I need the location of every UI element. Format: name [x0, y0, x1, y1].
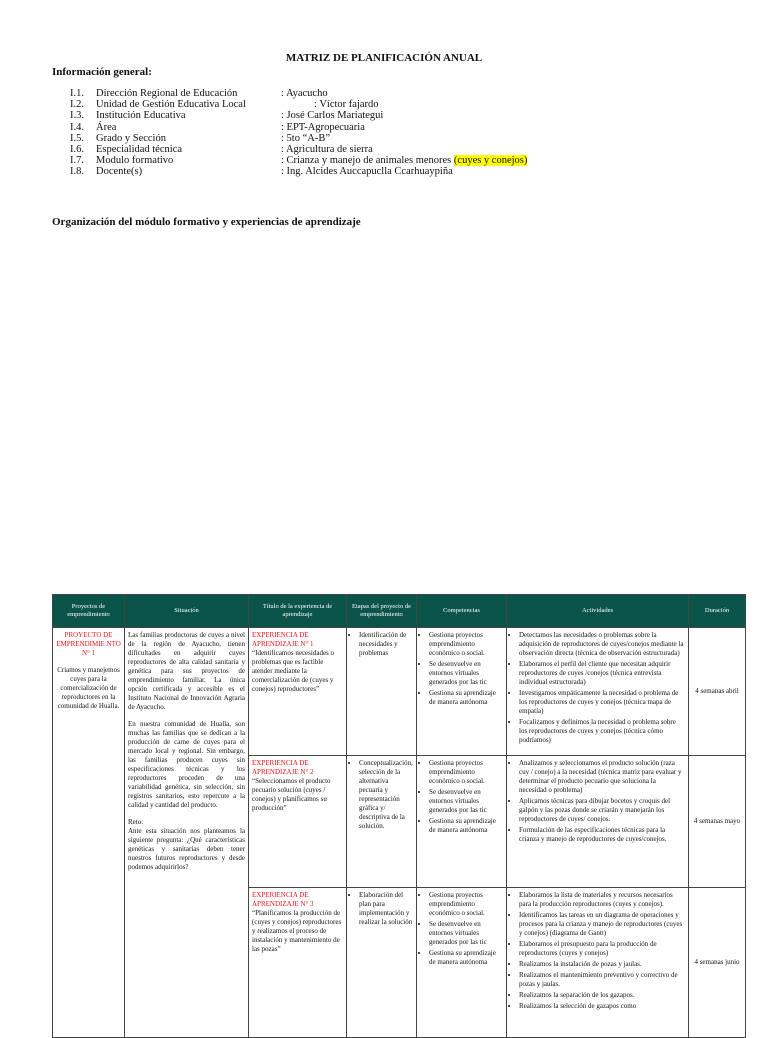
competency-item: • Se desenvuelve en entornos virtuales generados por las tic [429, 660, 503, 687]
competency-item: • Gestiona proyectos emprendimiento económico o social. [429, 631, 503, 658]
info-row [70, 99, 670, 110]
info-number: I.6. [70, 143, 84, 155]
organization-heading: Organización del módulo formativo y experiencias de aprendizaje [52, 216, 361, 228]
activities-cell [507, 628, 689, 756]
project-title: PROYECTO DE EMPRENDIMIE NTO N° 1 [56, 631, 121, 657]
experience-cell [249, 756, 347, 888]
info-row [70, 144, 670, 155]
stage-item: • Identificación de necesidades y problemas [359, 631, 413, 658]
info-value: : 5to “A-B” [281, 132, 330, 144]
activity-item: • Aplicamos técnicas para dibujar bocetos y croquis del galpón y las pozas donde se criarán y manejarán los reproductores de cuyes/ conejos. [519, 797, 685, 824]
info-label: Unidad de Gestión Educativa Local [96, 99, 246, 111]
column-header: Proyectos de emprendimiento [53, 595, 125, 628]
info-value: : Ayacucho [281, 88, 328, 99]
info-number: I.3. [70, 110, 84, 122]
column-header: Etapas del proyecto de emprendimiento [347, 595, 417, 628]
stage-cell [347, 756, 417, 888]
info-label: Dirección Regional de Educación [96, 88, 238, 99]
info-number: I.4. [70, 121, 84, 133]
table-row [53, 628, 746, 756]
activity-item: • Identificamos las tareas en un diagrama de operaciones y procesos para la crianza y manejo de reproductores (cuyes y conejos) (diagrama de Gantt) [519, 911, 685, 938]
experience-description: “Identificamos necesidades o problemas que es factible atender mediante la comercialización de (cuyes y conejos) reproductores” [252, 649, 335, 693]
info-label: Institución Educativa [96, 110, 186, 122]
duration-cell: 4 semanas mayo [689, 756, 746, 888]
competency-item: • Se desenvuelve en entornos virtuales generados por las tic [429, 920, 503, 947]
activity-item: • Elaboramos el presupuesto para la producción de reproductores (cuyes y conejos) [519, 940, 685, 958]
info-row [70, 110, 670, 121]
experience-title: EXPERIENCIA DE APRENDIZAJE N° 2 [252, 759, 314, 776]
activity-item: • Realizamos el mantenimiento preventivo y correctivo de pozas y jaulas. [519, 971, 685, 989]
info-row [70, 122, 670, 133]
planning-table [52, 594, 746, 1038]
competency-item: • Gestiona su aprendizaje de manera autónoma [429, 689, 503, 707]
info-label: Modulo formativo [96, 155, 174, 167]
column-header: Situación [125, 595, 249, 628]
situation-paragraph: Las familias productoras de cuyes a nivel de la región de Ayacucho, tienen dificultades en adquirir cuyes reproductores de alta calidad sanitaria y genética para sus proyectos de emprendimiento familiar. La única opción certificada y accesible es el Instituto Nacional de Innovación Agraria de Ayacucho. [128, 631, 245, 711]
document-title: MATRIZ DE PLANIFICACIÓN ANUAL [285, 52, 483, 64]
competency-item: • Gestiona su aprendizaje de manera autónoma [429, 817, 503, 835]
highlighted-text: (cuyes y conejos) [453, 155, 528, 167]
activity-item: • Investigamos empáticamente la necesidad o problema de los reproductores de cuyes y conejos (técnica mapa de empatía) [519, 689, 685, 716]
stage-cell [347, 628, 417, 756]
stage-item: • Elaboración del plan para implementación y realizar la solución [359, 891, 413, 927]
info-row [70, 133, 670, 144]
column-header: Título de la experiencia de aprendizaje [249, 595, 347, 628]
project-cell [53, 628, 125, 1038]
general-info-heading: Información general: [52, 66, 152, 78]
column-header: Competencias [417, 595, 507, 628]
activity-item: • Elaboramos la lista de materiales y recursos necesarios para la producción reproductores (cuyes y conejos). [519, 891, 685, 909]
competency-item: • Gestiona proyectos emprendimiento económico o social. [429, 891, 503, 918]
info-value: : José Carlos Mariategui [281, 110, 384, 122]
competency-cell [417, 756, 507, 888]
situation-paragraph: Ante esta situación nos planteamos la siguiente pregunta: ¿Qué características genéticas y sanitarias deben tener nuestros futuros reproductores y desde podemos adquirirlos? [128, 827, 245, 871]
activity-item: • Realizamos la selección de gazapos como [519, 1002, 685, 1011]
experience-description: “Planificamos la producción de (cuyes y conejos) reproductores y realizamos el proceso de instalación y mantenimiento de las pozas” [252, 909, 342, 953]
info-row [70, 166, 670, 177]
situation-paragraph: Reto: [128, 818, 144, 826]
experience-cell [249, 628, 347, 756]
info-value-text: : Crianza y manejo de animales menores [281, 155, 452, 167]
competency-item: • Gestiona proyectos emprendimiento económico o social. [429, 759, 503, 786]
info-row [70, 88, 670, 99]
info-number: I.2. [70, 99, 84, 111]
info-number: I.8. [70, 166, 84, 178]
experience-cell [249, 888, 347, 1038]
activities-cell [507, 888, 689, 1038]
info-number: I.5. [70, 132, 84, 144]
activities-cell [507, 756, 689, 888]
activity-item: • Realizamos la instalación de pozas y jaulas. [519, 960, 685, 969]
info-number: I.1. [70, 88, 84, 99]
situation-paragraph: En nuestra comunidad de Hualla, son muchas las familias que se dedican a la producción de carne de cuyes para el mercado local y regional. Sin embargo, las familias producen cuyes sin especificaciones técnicas y los reproductores proceden de una variabilidad genética, sin selección, sin registros sanitarios, esto repercute a la calidad y cantidad del producto. [128, 720, 245, 809]
info-value: : Víctor fajardo [314, 99, 379, 111]
activity-item: • Formulación de las especificaciones técnicas para la crianza y manejo de reproductores de cuyes/conejos. [519, 826, 685, 844]
activity-item: • Elaboramos el perfil del cliente que necesitan adquirir reproductores de cuyes /conejos (técnica entrevista individual estructurada) [519, 660, 685, 687]
competency-item: • Gestiona su aprendizaje de manera autónoma [429, 949, 503, 967]
duration-cell: 4 semanas abril [689, 628, 746, 756]
experience-title: EXPERIENCIA DE APRENDIZAJE N° 3 [252, 891, 314, 908]
info-label: Especialidad técnica [96, 143, 182, 155]
experience-title: EXPERIENCIA DE APRENDIZAJE N° 1 [252, 631, 314, 648]
activity-item: • Analizamos y seleccionamos el producto solución (raza cuy / conejo) a la necesidad (técnica matriz para evaluar y determinar el producto pecuario que soluciona la necesidad o problema) [519, 759, 685, 795]
stage-item: • Conceptualización, selección de la alternativa pecuaria y representación gráfica y/ descriptiva de la solución. [359, 759, 413, 831]
info-value: : EPT-Agropecuaria [281, 121, 365, 133]
duration-cell: 4 semanas junio [689, 888, 746, 1038]
column-header: Actividades [507, 595, 689, 628]
activity-item: • Focalizamos y definimos la necesidad o problema sobre los reproductores de cuyes y conejos (técnica cómo podríamos) [519, 718, 685, 745]
info-label: Docente(s) [96, 166, 143, 178]
project-description: Criamos y manejemos cuyes para la comercialización de reproductores en la comunidad de Hualla. [57, 666, 120, 710]
activity-item: • Detectamos las necesidades o problemas sobre la adquisición de reproductores de cuyes/conejos mediante la observación directa (técnica de observación estructurada) [519, 631, 685, 658]
general-info-list [70, 88, 670, 178]
competency-cell [417, 888, 507, 1038]
situation-cell [125, 628, 249, 1038]
info-row [70, 155, 670, 166]
competency-cell [417, 628, 507, 756]
activity-item: • Realizamos la separación de los gazapos. [519, 991, 685, 1000]
info-value [281, 155, 527, 166]
info-label: Grado y Sección [96, 132, 166, 144]
info-label: Área [96, 121, 117, 133]
info-number: I.7. [70, 155, 84, 167]
column-header: Duración [689, 595, 746, 628]
info-value: : Agricultura de sierra [281, 143, 373, 155]
stage-cell [347, 888, 417, 1038]
experience-description: “Seleccionamos el producto pecuario solución (cuyes / conejos) y planificamos su producción” [252, 777, 331, 812]
competency-item: • Se desenvuelve en entornos virtuales generados por las tic [429, 788, 503, 815]
table-header-row [53, 595, 746, 628]
info-value: : Ing. Alcides Auccapuclla Ccarhuaypiña [281, 166, 453, 178]
